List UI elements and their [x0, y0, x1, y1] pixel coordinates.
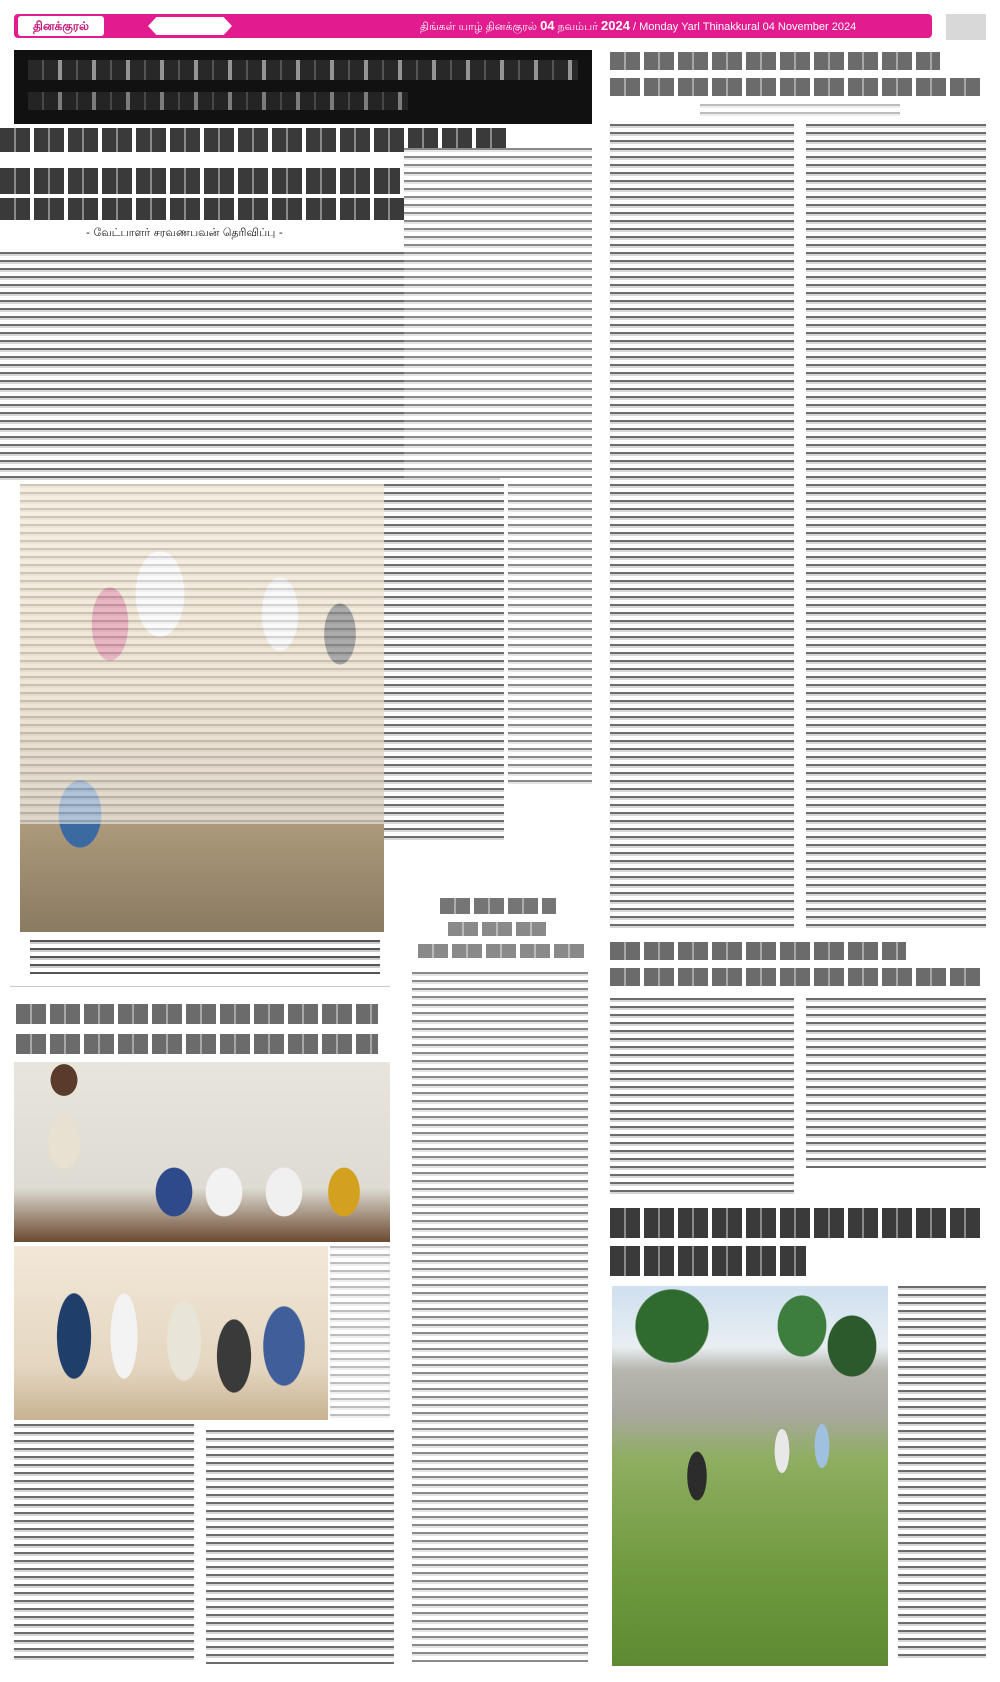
meeting-story-headline-1	[16, 1004, 378, 1024]
right-bottom-body	[898, 1286, 986, 1662]
lead-body-text-continued	[384, 484, 504, 844]
right-mid-body-col1	[610, 998, 794, 1194]
right-top-body-col1	[610, 124, 794, 928]
right-bottom-headline-1	[610, 1208, 980, 1238]
side-story-body	[412, 972, 588, 1662]
side-story-headline	[440, 898, 556, 914]
dateline-month: நவம்பர்	[557, 21, 598, 33]
section-tab	[148, 17, 232, 35]
dateline: திங்கள் யாழ் தினக்குரல் 04 நவம்பர் 2024 / Monday Yarl Thinakkural 04 November 2024	[420, 18, 857, 33]
lead-body-right-continued	[508, 484, 592, 784]
meeting-photo-1	[14, 1062, 390, 1242]
lead-story-frame	[10, 986, 390, 987]
right-top-body-col2	[806, 124, 986, 928]
side-story-headline-3	[418, 944, 586, 958]
right-top-headline-1	[610, 52, 940, 70]
dateline-english: Monday Yarl Thinakkural 04 November 2024	[639, 21, 857, 33]
dateline-day: 04	[540, 18, 555, 33]
right-mid-body-col2	[806, 998, 986, 1168]
lead-body-right-column	[404, 148, 592, 478]
dateline-tamil: திங்கள் யாழ் தினக்குரல்	[420, 21, 537, 33]
page-number	[946, 14, 986, 40]
right-top-headline-2	[610, 78, 982, 96]
lead-headline-text	[28, 60, 578, 80]
meeting-story-body-col2	[206, 1430, 394, 1664]
lead-photo-caption	[30, 940, 380, 974]
side-story-headline-2	[448, 922, 548, 936]
right-mid-headline-2	[610, 968, 982, 986]
meeting-story-body-col1	[14, 1424, 194, 1664]
lead-headline-text-2	[28, 92, 408, 110]
dateline-year: 2024	[601, 18, 630, 33]
right-mid-headline-1	[610, 942, 906, 960]
lead-byline: - வேட்பாளர் சரவணபவன் தெரிவிப்பு -	[86, 226, 283, 239]
right-top-subhead	[700, 104, 900, 116]
lead-deck-line-2	[0, 168, 400, 194]
meeting-photo-gap-text	[330, 1246, 390, 1422]
right-bottom-headline-2	[610, 1246, 806, 1276]
lead-deck-line-3	[0, 198, 420, 220]
meeting-story-headline-2	[16, 1034, 378, 1054]
newspaper-logo: தினக்குரல்	[18, 16, 104, 36]
meeting-photo-2	[14, 1246, 328, 1420]
roadside-cleanup-photo	[612, 1286, 888, 1666]
lead-photo-overprint-text	[20, 484, 384, 824]
